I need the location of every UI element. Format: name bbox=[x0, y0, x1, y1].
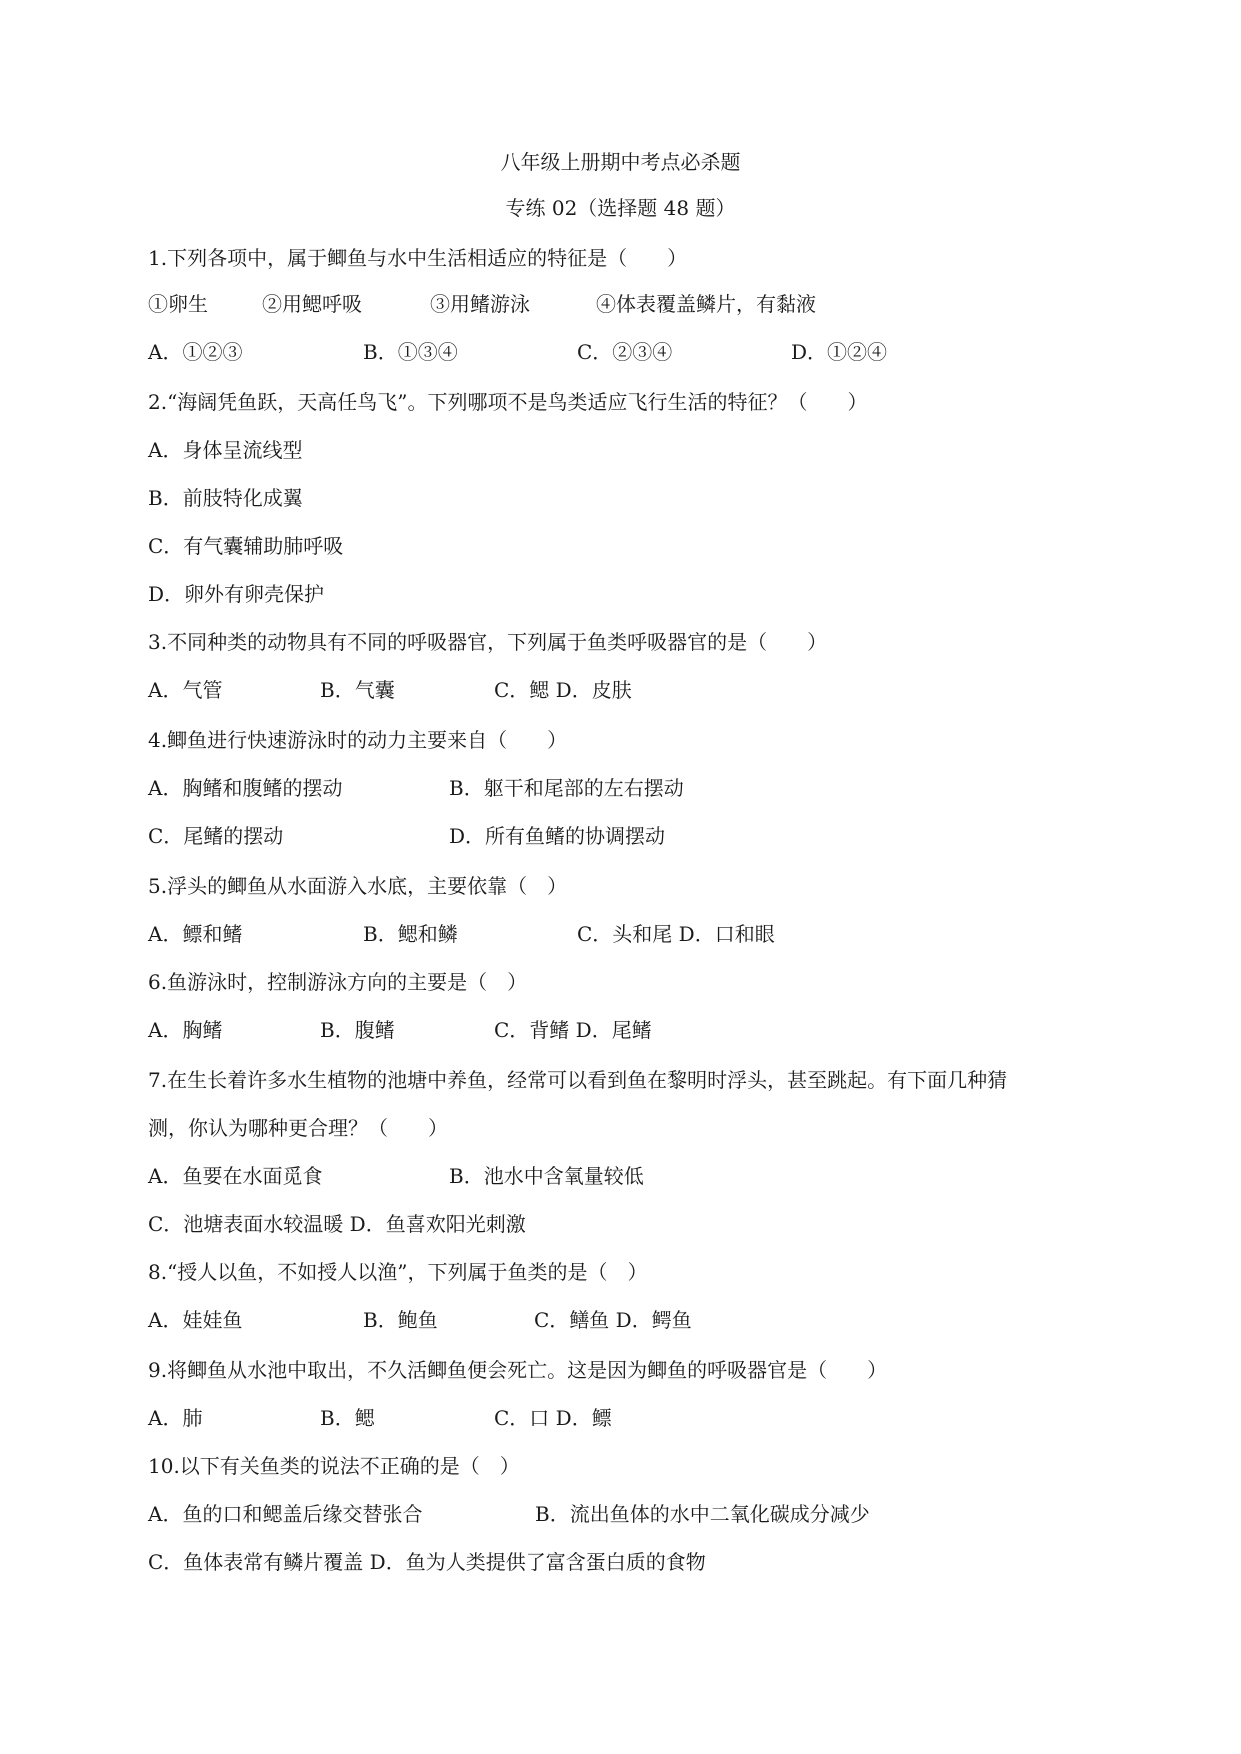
q6-option-a: A．胸鳍 bbox=[148, 1018, 223, 1042]
q7-option-cd: C．池塘表面水较温暖 D．鱼喜欢阳光刺激 bbox=[148, 1212, 526, 1236]
q9-option-b: B．鳃 bbox=[320, 1406, 375, 1430]
q3-option-a: A．气管 bbox=[148, 678, 223, 702]
q2-option-c: C．有气囊辅助肺呼吸 bbox=[148, 534, 344, 558]
question-1-stem: 1.下列各项中，属于鲫鱼与水中生活相适应的特征是（ ） bbox=[148, 246, 688, 270]
q10-option-b: B．流出鱼体的水中二氧化碳成分减少 bbox=[535, 1502, 870, 1526]
q4-option-d: D．所有鱼鳍的协调摆动 bbox=[449, 824, 666, 848]
q4-option-c: C．尾鳍的摆动 bbox=[148, 824, 284, 848]
q7-option-a: A．鱼要在水面觅食 bbox=[148, 1164, 323, 1188]
question-2-stem: 2.“海阔凭鱼跃，天高任鸟飞”。下列哪项不是鸟类适应飞行生活的特征？（ ） bbox=[148, 390, 868, 414]
q10-option-cd: C．鱼体表常有鳞片覆盖 D．鱼为人类提供了富含蛋白质的食物 bbox=[148, 1550, 706, 1574]
q6-option-b: B．腹鳍 bbox=[320, 1018, 395, 1042]
q4-option-b: B．躯干和尾部的左右摆动 bbox=[449, 776, 684, 800]
q6-option-cd: C．背鳍 D．尾鳍 bbox=[494, 1018, 652, 1042]
q2-option-a: A．身体呈流线型 bbox=[148, 438, 303, 462]
q1-option-c: C．②③④ bbox=[577, 340, 673, 364]
q2-option-d: D．卵外有卵壳保护 bbox=[148, 582, 325, 606]
page-title: 八年级上册期中考点必杀题 bbox=[500, 150, 741, 174]
q1-item-3: ③用鳍游泳 bbox=[430, 292, 530, 316]
q3-option-cd: C．鳃 D．皮肤 bbox=[494, 678, 632, 702]
question-9-stem: 9.将鲫鱼从水池中取出，不久活鲫鱼便会死亡。这是因为鲫鱼的呼吸器官是（ ） bbox=[148, 1358, 888, 1382]
q2-option-b: B．前肢特化成翼 bbox=[148, 486, 303, 510]
question-10-stem: 10.以下有关鱼类的说法不正确的是（ ） bbox=[148, 1454, 520, 1478]
q9-option-a: A．肺 bbox=[148, 1406, 203, 1430]
q4-option-a: A．胸鳍和腹鳍的摆动 bbox=[148, 776, 343, 800]
q1-item-4: ④体表覆盖鳞片，有黏液 bbox=[596, 292, 816, 316]
q5-option-b: B．鳃和鳞 bbox=[363, 922, 458, 946]
page-subtitle: 专练 02（选择题 48 题） bbox=[505, 196, 736, 220]
q5-option-a: A．鳔和鳍 bbox=[148, 922, 243, 946]
q8-option-a: A．娃娃鱼 bbox=[148, 1308, 243, 1332]
q8-option-b: B．鲍鱼 bbox=[363, 1308, 438, 1332]
question-6-stem: 6.鱼游泳时，控制游泳方向的主要是（ ） bbox=[148, 970, 528, 994]
q8-option-cd: C．鳝鱼 D．鳄鱼 bbox=[534, 1308, 692, 1332]
q10-option-a: A．鱼的口和鳃盖后缘交替张合 bbox=[148, 1502, 423, 1526]
q7-option-b: B．池水中含氧量较低 bbox=[449, 1164, 644, 1188]
q1-option-d: D．①②④ bbox=[791, 340, 888, 364]
q1-item-1: ①卵生 bbox=[148, 292, 208, 316]
question-8-stem: 8.“授人以鱼，不如授人以渔”，下列属于鱼类的是（ ） bbox=[148, 1260, 648, 1284]
question-5-stem: 5.浮头的鲫鱼从水面游入水底，主要依靠（ ） bbox=[148, 874, 568, 898]
question-4-stem: 4.鲫鱼进行快速游泳时的动力主要来自（ ） bbox=[148, 728, 568, 752]
question-7-stem: 7.在生长着许多水生植物的池塘中养鱼，经常可以看到鱼在黎明时浮头，甚至跳起。有下面几种猜 bbox=[148, 1068, 1008, 1092]
q3-option-b: B．气囊 bbox=[320, 678, 395, 702]
q1-option-a: A．①②③ bbox=[148, 340, 243, 364]
q1-option-b: B．①③④ bbox=[363, 340, 458, 364]
question-7-stem-cont: 测，你认为哪种更合理？（ ） bbox=[148, 1116, 448, 1140]
q5-option-cd: C．头和尾 D．口和眼 bbox=[577, 922, 775, 946]
q9-option-cd: C．口 D．鳔 bbox=[494, 1406, 612, 1430]
question-3-stem: 3.不同种类的动物具有不同的呼吸器官，下列属于鱼类呼吸器官的是（ ） bbox=[148, 630, 828, 654]
q1-item-2: ②用鳃呼吸 bbox=[262, 292, 362, 316]
